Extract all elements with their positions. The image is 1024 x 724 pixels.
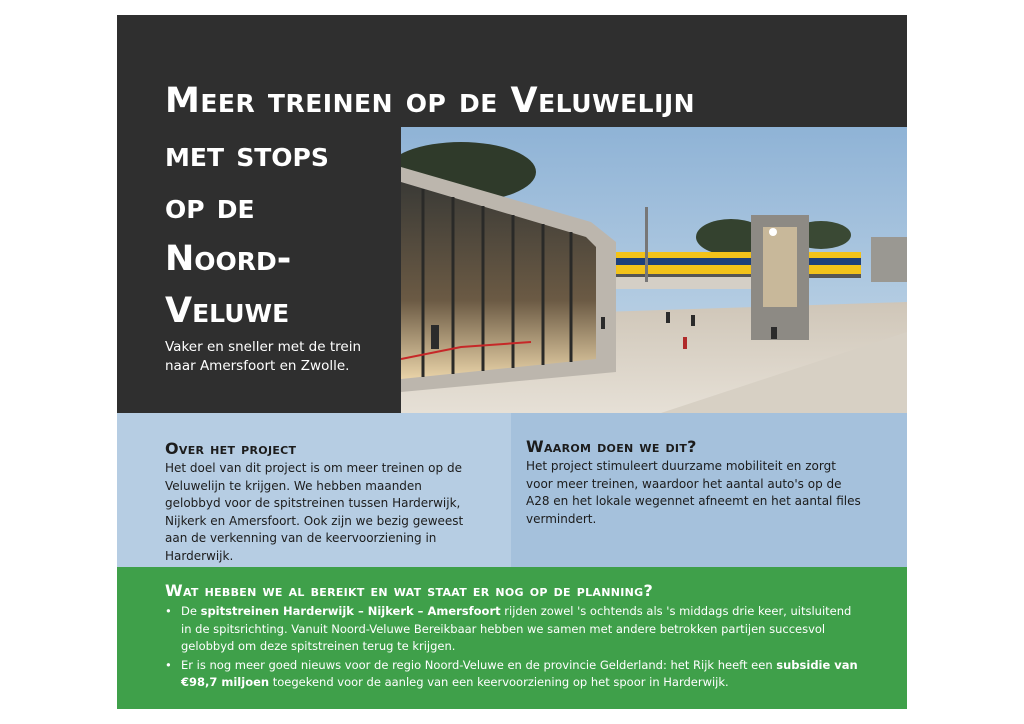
bullet-highlight: subsidie van €98,7 miljoen — [181, 657, 858, 689]
waarom-body: Het project stimuleert duurzame mobiliteit en zorgt voor meer treinen, waardoor het aantal auto's op de A28 en het lokale wegennet afneemt en het aantal files vermindert. — [526, 459, 861, 526]
bullet-text: rijden zowel 's ochtends als 's middags drie keer, uitsluitend in de spitsrichting. Vanuit Noord-Veluwe Bereikbaar hebben we samen met andere betrokken partijen succesvol gelobbyd om deze spitstreinen terug te krijgen. — [181, 604, 852, 653]
bereikt-list — [165, 603, 865, 693]
waarom-panel — [511, 413, 907, 567]
bullet-text: Er is nog meer goed nieuws voor de regio Noord-Veluwe en de provincie Gelderland: het Rijk heeft een — [181, 657, 777, 672]
list-item — [165, 603, 865, 656]
hero-title-line1: Meer treinen op de Veluwelijn — [165, 81, 696, 121]
hero-section — [117, 15, 907, 413]
hero-subtitle: Vaker en sneller met de trein naar Amersfoort en Zwolle. — [165, 339, 362, 374]
station-photo — [401, 127, 907, 413]
bullet-text: toegekend voor de aanleg van een keervoorziening op het spoor in Harderwijk. — [269, 675, 729, 689]
over-het-project-panel — [117, 413, 511, 567]
hero-title-line: op de — [165, 187, 255, 227]
hero-title-line: Veluwe — [165, 291, 290, 331]
bullet-icon: • — [165, 657, 172, 672]
bereikt-panel — [117, 567, 907, 709]
list-item — [165, 657, 865, 692]
waarom-heading: Waarom doen we dit? — [526, 437, 697, 456]
station-illustration — [401, 127, 907, 413]
flyer — [117, 15, 907, 709]
bereikt-heading: Wat hebben we al bereikt en wat staat er nog op de planning? — [165, 581, 654, 600]
hero-title-line: Noord- — [165, 239, 292, 279]
hero-title — [165, 129, 395, 337]
bullet-highlight: spitstreinen Harderwijk – Nijkerk – Amersfoort — [200, 604, 501, 618]
over-heading: Over het project — [165, 439, 297, 458]
bullet-text: De — [181, 604, 201, 618]
over-body: Het doel van dit project is om meer treinen op de Veluwelijn te krijgen. We hebben maanden gelobbyd voor de spitstreinen tussen Harderwijk, Nijkerk en Amersfoort. Ook zijn we bezig geweest aan de verkenning van de keervoorziening in Harderwijk. — [165, 461, 464, 563]
bullet-icon: • — [165, 604, 172, 618]
hero-title-line: met stops — [165, 135, 329, 175]
